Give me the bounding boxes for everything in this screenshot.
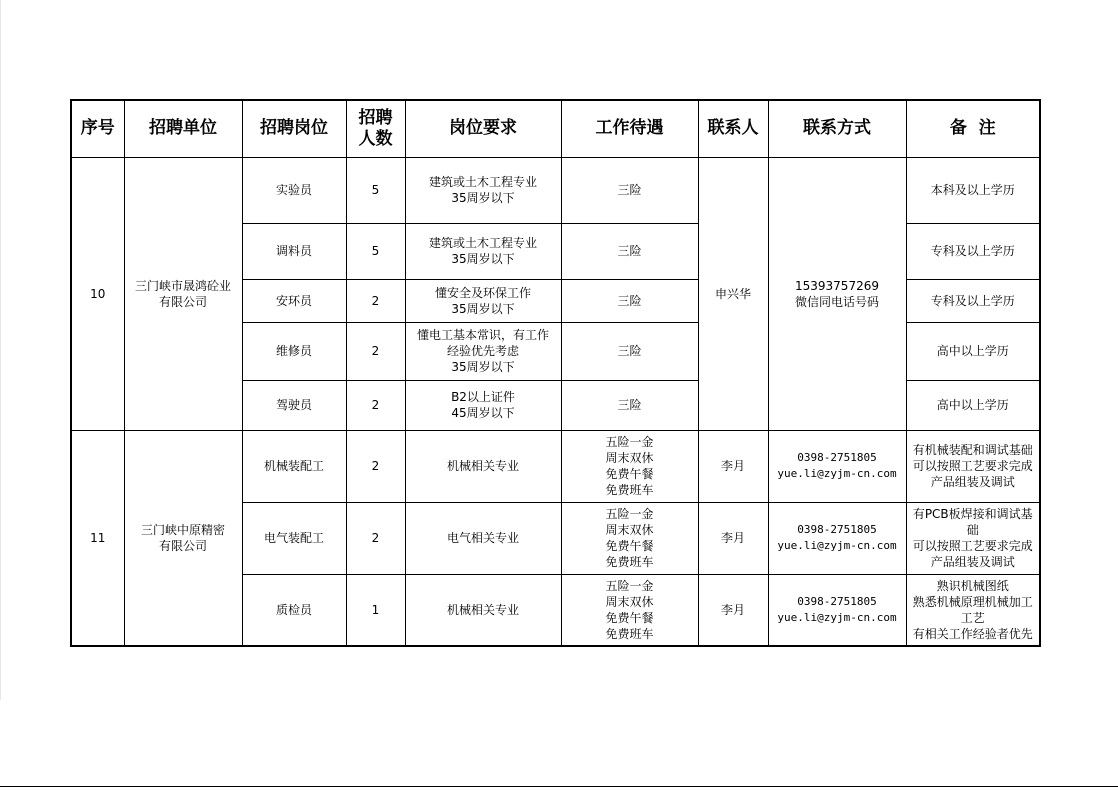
benefit-cell [561,223,698,279]
position-text: 安环员 [275,293,312,308]
header-note [906,100,1040,157]
position-cell [242,322,346,380]
count-text: 2 [371,531,380,545]
count-cell [346,279,405,322]
contact-cell [698,157,768,430]
note-text: 本科及以上学历 [930,183,1015,197]
note-cell [906,223,1040,279]
table-row [71,157,1040,223]
table-row [71,430,1040,502]
requirement-cell [405,157,561,223]
seq-cell [71,157,124,430]
contact-text: 李月 [720,531,745,545]
requirement-cell [405,223,561,279]
count-text: 5 [371,183,380,197]
count-cell [346,574,405,646]
count-text: 2 [371,459,380,473]
header-note-text: 备 注 [949,118,996,139]
header-count [346,100,405,157]
note-text: 熟识机械图纸 熟悉机械原理机械加工 工艺 有相关工作经验者优先 [912,578,1033,641]
benefit-text: 三险 [617,398,642,412]
count-cell [346,157,405,223]
recruitment-table [70,99,1041,647]
requirement-cell [405,380,561,430]
position-cell [242,223,346,279]
benefit-cell [561,322,698,380]
header-benefit: 工作待遇 [561,100,698,157]
requirement-cell [405,279,561,322]
requirement-text: 建筑或土木工程专业 35周岁以下 [428,175,537,205]
count-cell [346,502,405,574]
position-cell [242,380,346,430]
position-text: 质检员 [275,602,312,617]
position-text: 机械装配工 [263,459,324,473]
phone-text: 0398-2751805 yue.li@zyjm-cn.com [777,523,897,552]
benefit-text: 五险一金 周末双休 免费午餐 免费班车 [605,435,654,497]
count-cell [346,223,405,279]
benefit-cell [561,502,698,574]
company-cell [124,430,242,646]
position-cell [242,279,346,322]
seq-text: 11 [90,530,106,545]
benefit-cell [561,574,698,646]
requirement-cell [405,430,561,502]
note-text: 有机械装配和调试基础 可以按照工艺要求完成 产品组装及调试 [912,443,1033,489]
note-cell [906,157,1040,223]
note-text: 高中以上学历 [936,398,1009,412]
count-text: 2 [371,398,380,412]
company-text: 三门峡市晟鸿砼业 有限公司 [134,278,231,309]
header-position: 招聘岗位 [242,100,346,157]
requirement-text: 懂安全及环保工作 35周岁以下 [434,285,531,316]
position-text: 驾驶员 [275,398,312,412]
header-contact: 联系人 [698,100,768,157]
note-text: 专科及以上学历 [930,244,1015,258]
requirement-text: 电气相关专业 [446,531,519,545]
position-cell [242,502,346,574]
count-text: 1 [371,602,380,617]
count-text: 2 [371,293,380,308]
benefit-text: 五险一金 周末双休 免费午餐 免费班车 [605,578,654,641]
note-text: 高中以上学历 [936,344,1009,358]
benefit-cell [561,279,698,322]
header-requirement: 岗位要求 [405,100,561,157]
requirement-cell [405,322,561,380]
benefit-text: 三险 [617,293,642,308]
requirement-text: B2以上证件 45周岁以下 [451,390,515,420]
position-cell [242,574,346,646]
header-row [71,100,1040,157]
count-text: 2 [371,344,380,358]
note-cell [906,574,1040,646]
note-cell [906,430,1040,502]
company-cell [124,157,242,430]
benefit-cell [561,380,698,430]
page-left-edge [0,0,1,700]
benefit-text: 五险一金 周末双休 免费午餐 免费班车 [605,507,654,569]
position-text: 实验员 [275,183,312,197]
phone-cell [768,430,906,502]
header-phone: 联系方式 [768,100,906,157]
requirement-text: 建筑或土木工程专业 35周岁以下 [428,236,537,266]
count-text: 5 [371,244,380,258]
contact-cell [698,430,768,502]
contact-cell [698,574,768,646]
phone-text: 0398-2751805 yue.li@zyjm-cn.com [777,594,897,624]
phone-cell [768,574,906,646]
requirement-text: 机械相关专业 [446,602,519,617]
requirement-text: 机械相关专业 [446,459,519,473]
note-text: 有PCB板焊接和调试基 础 可以按照工艺要求完成 产品组装及调试 [912,507,1033,569]
contact-text: 申兴华 [714,286,751,301]
position-text: 电气装配工 [263,531,324,545]
note-text: 专科及以上学历 [930,293,1015,308]
count-cell [346,380,405,430]
company-text: 三门峡中原精密 有限公司 [140,522,225,553]
contact-text: 李月 [720,459,745,473]
benefit-text: 三险 [617,344,642,358]
benefit-text: 三险 [617,244,642,258]
page-bottom-line [0,786,1118,787]
position-cell [242,157,346,223]
header-count-text: 招聘 人数 [358,107,393,149]
benefit-text: 三险 [617,183,642,197]
note-cell [906,322,1040,380]
contact-text: 李月 [720,602,745,617]
position-cell [242,430,346,502]
note-cell [906,380,1040,430]
count-cell [346,430,405,502]
position-text: 调料员 [275,244,312,258]
requirement-text: 懂电工基本常识，有工作 经验优先考虑 35周岁以下 [416,328,549,374]
phone-cell [768,502,906,574]
header-seq: 序号 [71,100,124,157]
note-cell [906,279,1040,322]
phone-text: 0398-2751805 yue.li@zyjm-cn.com [777,451,897,480]
benefit-cell [561,157,698,223]
seq-cell [71,430,124,646]
note-cell [906,502,1040,574]
requirement-cell [405,502,561,574]
contact-cell [698,502,768,574]
position-text: 维修员 [275,344,312,358]
header-company: 招聘单位 [124,100,242,157]
phone-cell [768,157,906,430]
seq-text: 10 [90,286,106,301]
benefit-cell [561,430,698,502]
phone-text: 15393757269 微信同电话号码 [794,278,879,309]
count-cell [346,322,405,380]
requirement-cell [405,574,561,646]
